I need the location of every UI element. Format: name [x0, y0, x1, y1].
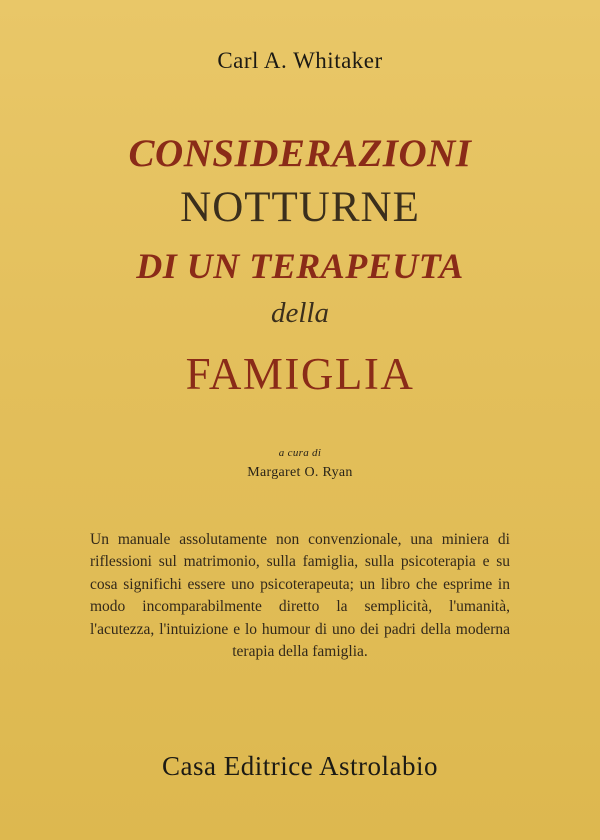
editor-name: Margaret O. Ryan: [247, 464, 353, 480]
author-name: Carl A. Whitaker: [217, 48, 383, 73]
editor-credit: [247, 447, 352, 481]
title-line-5: FAMIGLIA: [185, 348, 415, 399]
publisher-name: Casa Editrice Astrolabio: [162, 751, 438, 781]
title-line-3: DI UN TERAPEUTA: [136, 245, 464, 286]
book-title: [60, 134, 540, 401]
title-line-4: della: [271, 296, 329, 329]
title-line-1: CONSIDERAZIONI: [128, 132, 472, 175]
editor-prefix: a cura di: [278, 446, 322, 459]
title-line-2: NOTTURNE: [180, 183, 420, 231]
cover-blurb: Un manuale assolutamente non convenzionale, una miniera di riflessioni sul matrimonio, sulla famiglia, sulla psicoterapia e su cosa significhi essere uno psicoterapeuta; un libro che esprime in modo incomparabilmente diretto la semplicità, l'umanità, l'acutezza, l'intuizione e lo humour di uno dei padri della moderna terapia della famiglia.: [90, 530, 510, 661]
